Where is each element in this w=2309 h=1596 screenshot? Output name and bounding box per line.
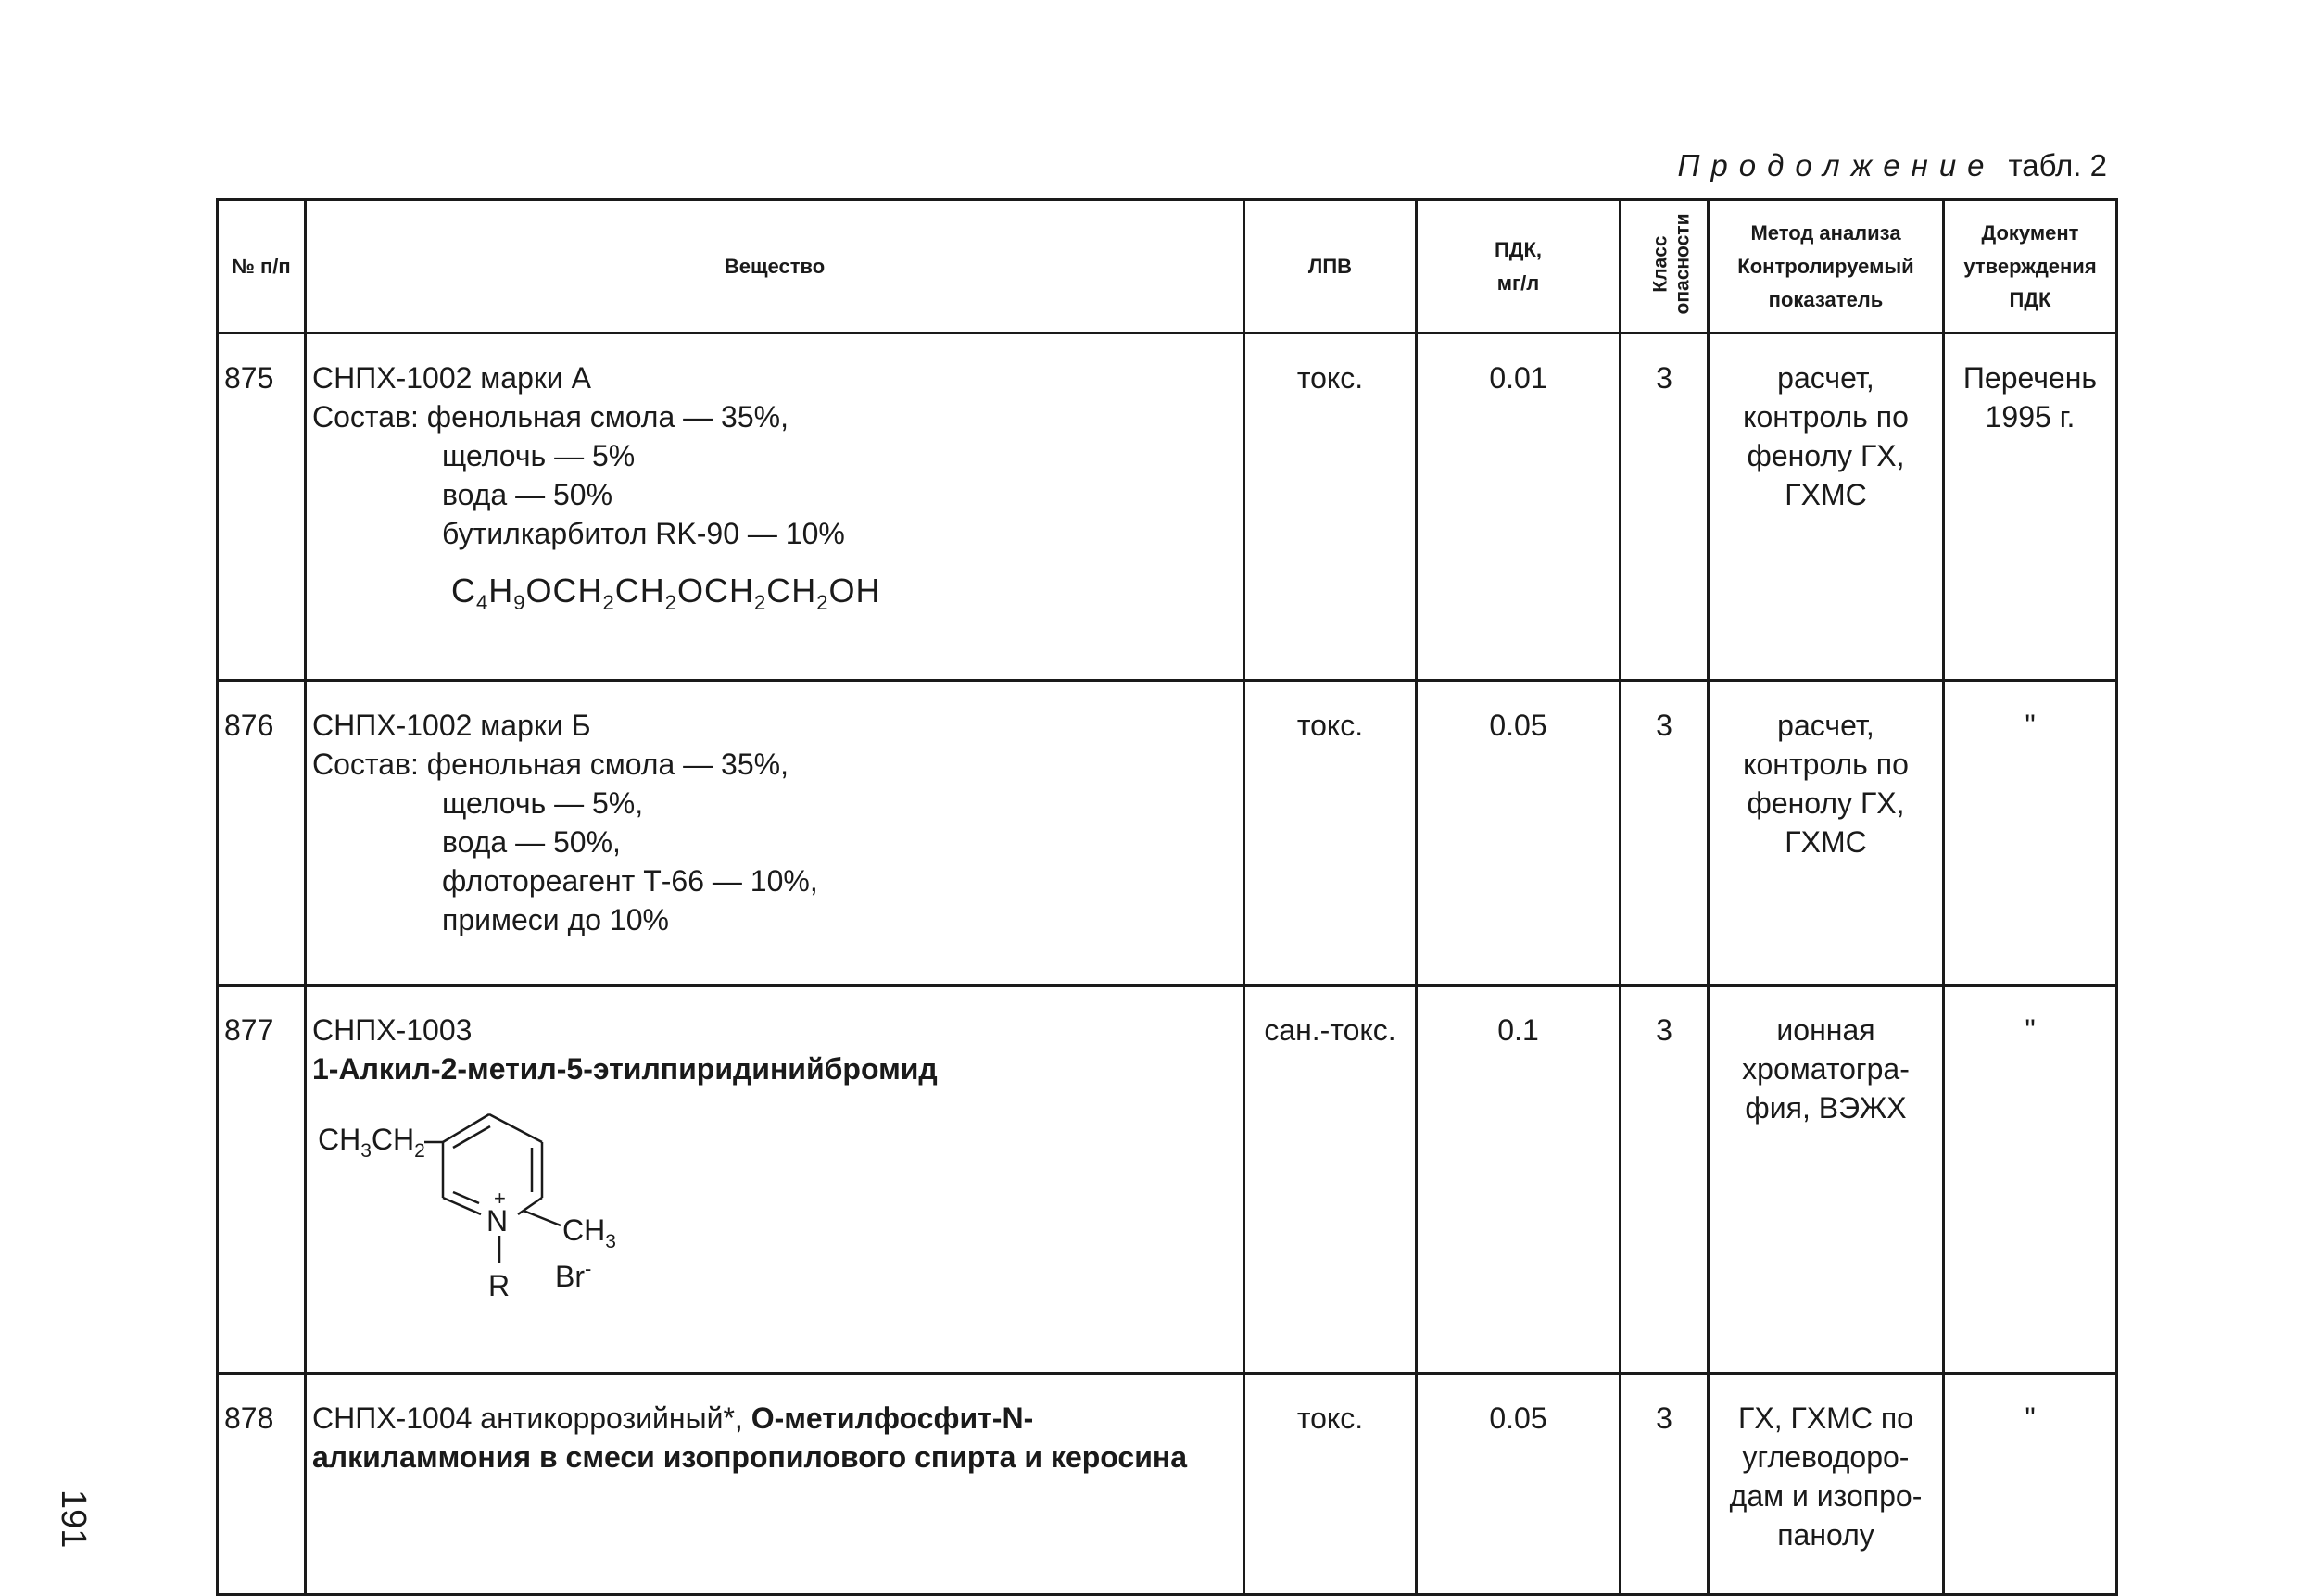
method-line: хроматогра- — [1742, 1052, 1910, 1086]
table-row — [218, 1374, 2117, 1595]
header-method — [1709, 200, 1944, 333]
row-num: 877 — [218, 986, 306, 1374]
row-substance — [306, 1374, 1244, 1595]
header-row — [218, 200, 2117, 333]
row-substance — [306, 986, 1244, 1374]
header-doc-line1: Документ — [1981, 220, 2079, 245]
row-num: 878 — [218, 1374, 306, 1595]
nitrogen-charge: + — [494, 1187, 506, 1210]
row-method — [1709, 986, 1944, 1374]
method-line: фия, ВЭЖХ — [1745, 1091, 1907, 1125]
row-lpv: сан.-токс. — [1244, 986, 1417, 1374]
header-hazard-rotated — [1649, 214, 1694, 315]
counter-ion: Br- — [555, 1257, 592, 1293]
header-hazard — [1621, 200, 1709, 333]
method-line: фенолу ГХ, — [1747, 786, 1905, 820]
composition-item: бутилкарбитол RK-90 — 10% — [442, 517, 845, 550]
method-line: ГХ, ГХМС по — [1738, 1401, 1913, 1435]
method-line: ионная — [1776, 1013, 1875, 1047]
method-line: ГХМС — [1785, 478, 1867, 511]
method-line: контроль по — [1743, 400, 1909, 434]
pyridinium-structure — [318, 1101, 744, 1314]
methyl-group: $CH_3$ — [562, 1213, 616, 1252]
row-pdk: 0.05 — [1417, 1374, 1621, 1595]
row-hazard: 3 — [1621, 681, 1709, 986]
substance-chemical-name: О-метилфосфит-N-алкиламмония в смеси изопропилового спирта и керосина — [312, 1401, 1187, 1474]
header-hazard-line2: опасности — [1672, 213, 1694, 315]
row-hazard: 3 — [1621, 986, 1709, 1374]
composition-item: вода — 50%, — [442, 825, 621, 859]
header-doc — [1944, 200, 2117, 333]
nitrogen-atom: N — [486, 1204, 509, 1238]
row-hazard: 3 — [1621, 1374, 1709, 1595]
ethyl-substituent: $CH_3CH_2$ — [318, 1123, 425, 1162]
table-row — [218, 681, 2117, 986]
row-num: 876 — [218, 681, 306, 986]
substance-title: СНПХ-1004 антикоррозийный*, — [312, 1401, 751, 1435]
hazard-table — [216, 198, 2118, 1596]
row-pdk: 0.05 — [1417, 681, 1621, 986]
chemical-formula: $C_4H_9OCH_2CH_2OCH_2CH_2OH$ — [451, 572, 881, 615]
composition-item: вода — 50% — [442, 478, 613, 511]
header-method-line2: Контролируемый — [1737, 254, 1914, 278]
table-ref: табл. 2 — [2008, 148, 2107, 182]
row-pdk: 0.1 — [1417, 986, 1621, 1374]
doc-line: 1995 г. — [1985, 400, 2076, 434]
header-substance: Вещество — [306, 200, 1244, 333]
r-group: R — [488, 1269, 511, 1302]
header-num: № п/п — [218, 200, 306, 333]
method-line: контроль по — [1743, 748, 1909, 781]
continuation-label: Продолжение — [1677, 148, 1996, 182]
row-lpv: токс. — [1244, 333, 1417, 681]
method-line: фенолу ГХ, — [1747, 439, 1905, 472]
composition-item: флотореагент Т-66 — 10%, — [442, 864, 818, 898]
header-lpv: ЛПВ — [1244, 200, 1417, 333]
method-line: расчет, — [1777, 361, 1874, 395]
method-line: углеводоро- — [1742, 1440, 1910, 1474]
row-doc-ditto: " — [1944, 681, 2117, 986]
composition-item: щелочь — 5% — [442, 439, 636, 472]
composition-first: Состав: фенольная смола — 35%, — [312, 400, 789, 434]
header-doc-line3: ПДК — [2009, 287, 2051, 311]
header-hazard-line1: Класс — [1649, 235, 1672, 293]
substance-title: СНПХ-1002 марки А — [312, 361, 591, 395]
row-hazard: 3 — [1621, 333, 1709, 681]
header-pdk — [1417, 200, 1621, 333]
substance-title: СНПХ-1003 — [312, 1013, 473, 1047]
row-lpv: токс. — [1244, 681, 1417, 986]
row-method — [1709, 1374, 1944, 1595]
row-doc — [1944, 333, 2117, 681]
composition-first: Состав: фенольная смола — 35%, — [312, 748, 789, 781]
method-line: ГХМС — [1785, 825, 1867, 859]
row-substance — [306, 681, 1244, 986]
ring-bonds — [424, 1114, 561, 1263]
row-num: 875 — [218, 333, 306, 681]
method-line: дам и изопро- — [1729, 1479, 1923, 1513]
row-method — [1709, 333, 1944, 681]
row-doc-ditto: " — [1944, 986, 2117, 1374]
row-pdk: 0.01 — [1417, 333, 1621, 681]
page-number: 191 — [54, 1489, 93, 1549]
row-method — [1709, 681, 1944, 986]
row-doc-ditto: " — [1944, 1374, 2117, 1595]
header-pdk-line1: ПДК, — [1494, 237, 1543, 261]
header-method-line3: показатель — [1768, 287, 1884, 311]
doc-line: Перечень — [1962, 361, 2098, 395]
table-caption — [1678, 148, 2108, 183]
row-lpv: токс. — [1244, 1374, 1417, 1595]
method-line: панолу — [1777, 1518, 1874, 1552]
header-doc-line2: утверждения — [1963, 254, 2097, 278]
header-method-line1: Метод анализа — [1750, 220, 1901, 245]
substance-chemical-name: 1-Алкил-2-метил-5-этилпиридинийбромид — [312, 1052, 938, 1086]
substance-title: СНПХ-1002 марки Б — [312, 709, 591, 742]
composition-item: примеси до 10% — [442, 903, 669, 936]
table-row — [218, 986, 2117, 1374]
table-row — [218, 333, 2117, 681]
row-substance — [306, 333, 1244, 681]
method-line: расчет, — [1777, 709, 1874, 742]
composition-item: щелочь — 5%, — [442, 786, 644, 820]
header-pdk-line2: мг/л — [1496, 270, 1540, 295]
